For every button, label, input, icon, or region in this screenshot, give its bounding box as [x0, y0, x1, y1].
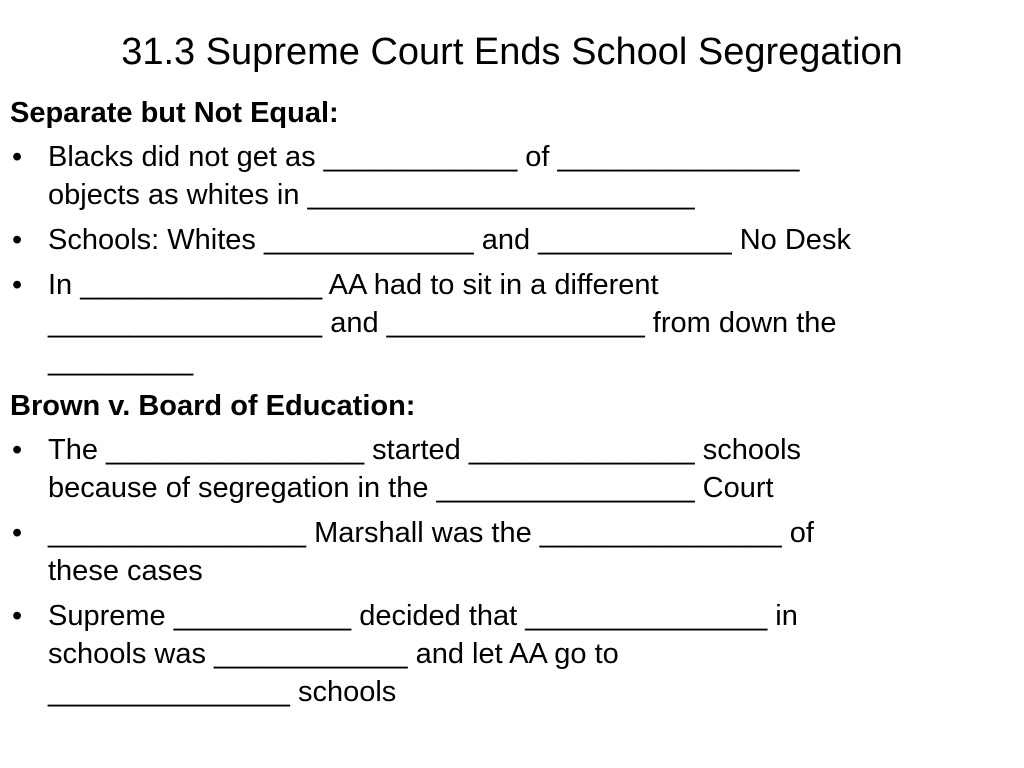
bullet-text-line: these cases [48, 555, 203, 587]
bullet-item [10, 431, 1014, 507]
bullet-text-line: ________________ Marshall was the _______________ of [48, 517, 814, 549]
bullet-text-line: Supreme ___________ decided that _______________ in [48, 600, 798, 632]
bullet-icon: • [12, 224, 23, 256]
bullet-text-line: because of segregation in the ________________ Court [48, 472, 774, 504]
bullet-text-line: _________ [48, 345, 194, 377]
bullet-icon: • [12, 600, 23, 632]
slide-title: 31.3 Supreme Court Ends School Segregation [121, 31, 903, 73]
bullet-list-separate-but-not-equal [10, 138, 1014, 380]
bullet-icon: • [12, 141, 23, 173]
bullet-text-line: Blacks did not get as ____________ of _______________ [48, 141, 800, 173]
bullet-icon: • [12, 269, 23, 301]
bullet-text-line: schools was ____________ and let AA go to [48, 638, 619, 670]
bullet-text-line: objects as whites in ________________________ [48, 179, 695, 211]
bullet-item [10, 221, 1014, 259]
bullet-icon: • [12, 434, 23, 466]
bullet-item [10, 266, 1014, 380]
bullet-text-line: The ________________ started ______________ schools [48, 434, 802, 466]
bullet-list-brown-v-board [10, 431, 1014, 711]
bullet-item [10, 138, 1014, 214]
bullet-text-line: Schools: Whites _____________ and ____________ No Desk [48, 224, 851, 256]
bullet-text-line: _______________ schools [48, 676, 397, 708]
section-heading-separate-but-not-equal: Separate but Not Equal: [10, 97, 339, 129]
bullet-text-line: In _______________ AA had to sit in a different [48, 269, 659, 301]
bullet-item [10, 597, 1014, 711]
slide-content [10, 94, 1014, 718]
bullet-icon: • [12, 517, 23, 549]
bullet-text-line: _________________ and ________________ from down the [48, 307, 837, 339]
bullet-item [10, 514, 1014, 590]
section-heading-brown-v-board: Brown v. Board of Education: [10, 390, 416, 422]
